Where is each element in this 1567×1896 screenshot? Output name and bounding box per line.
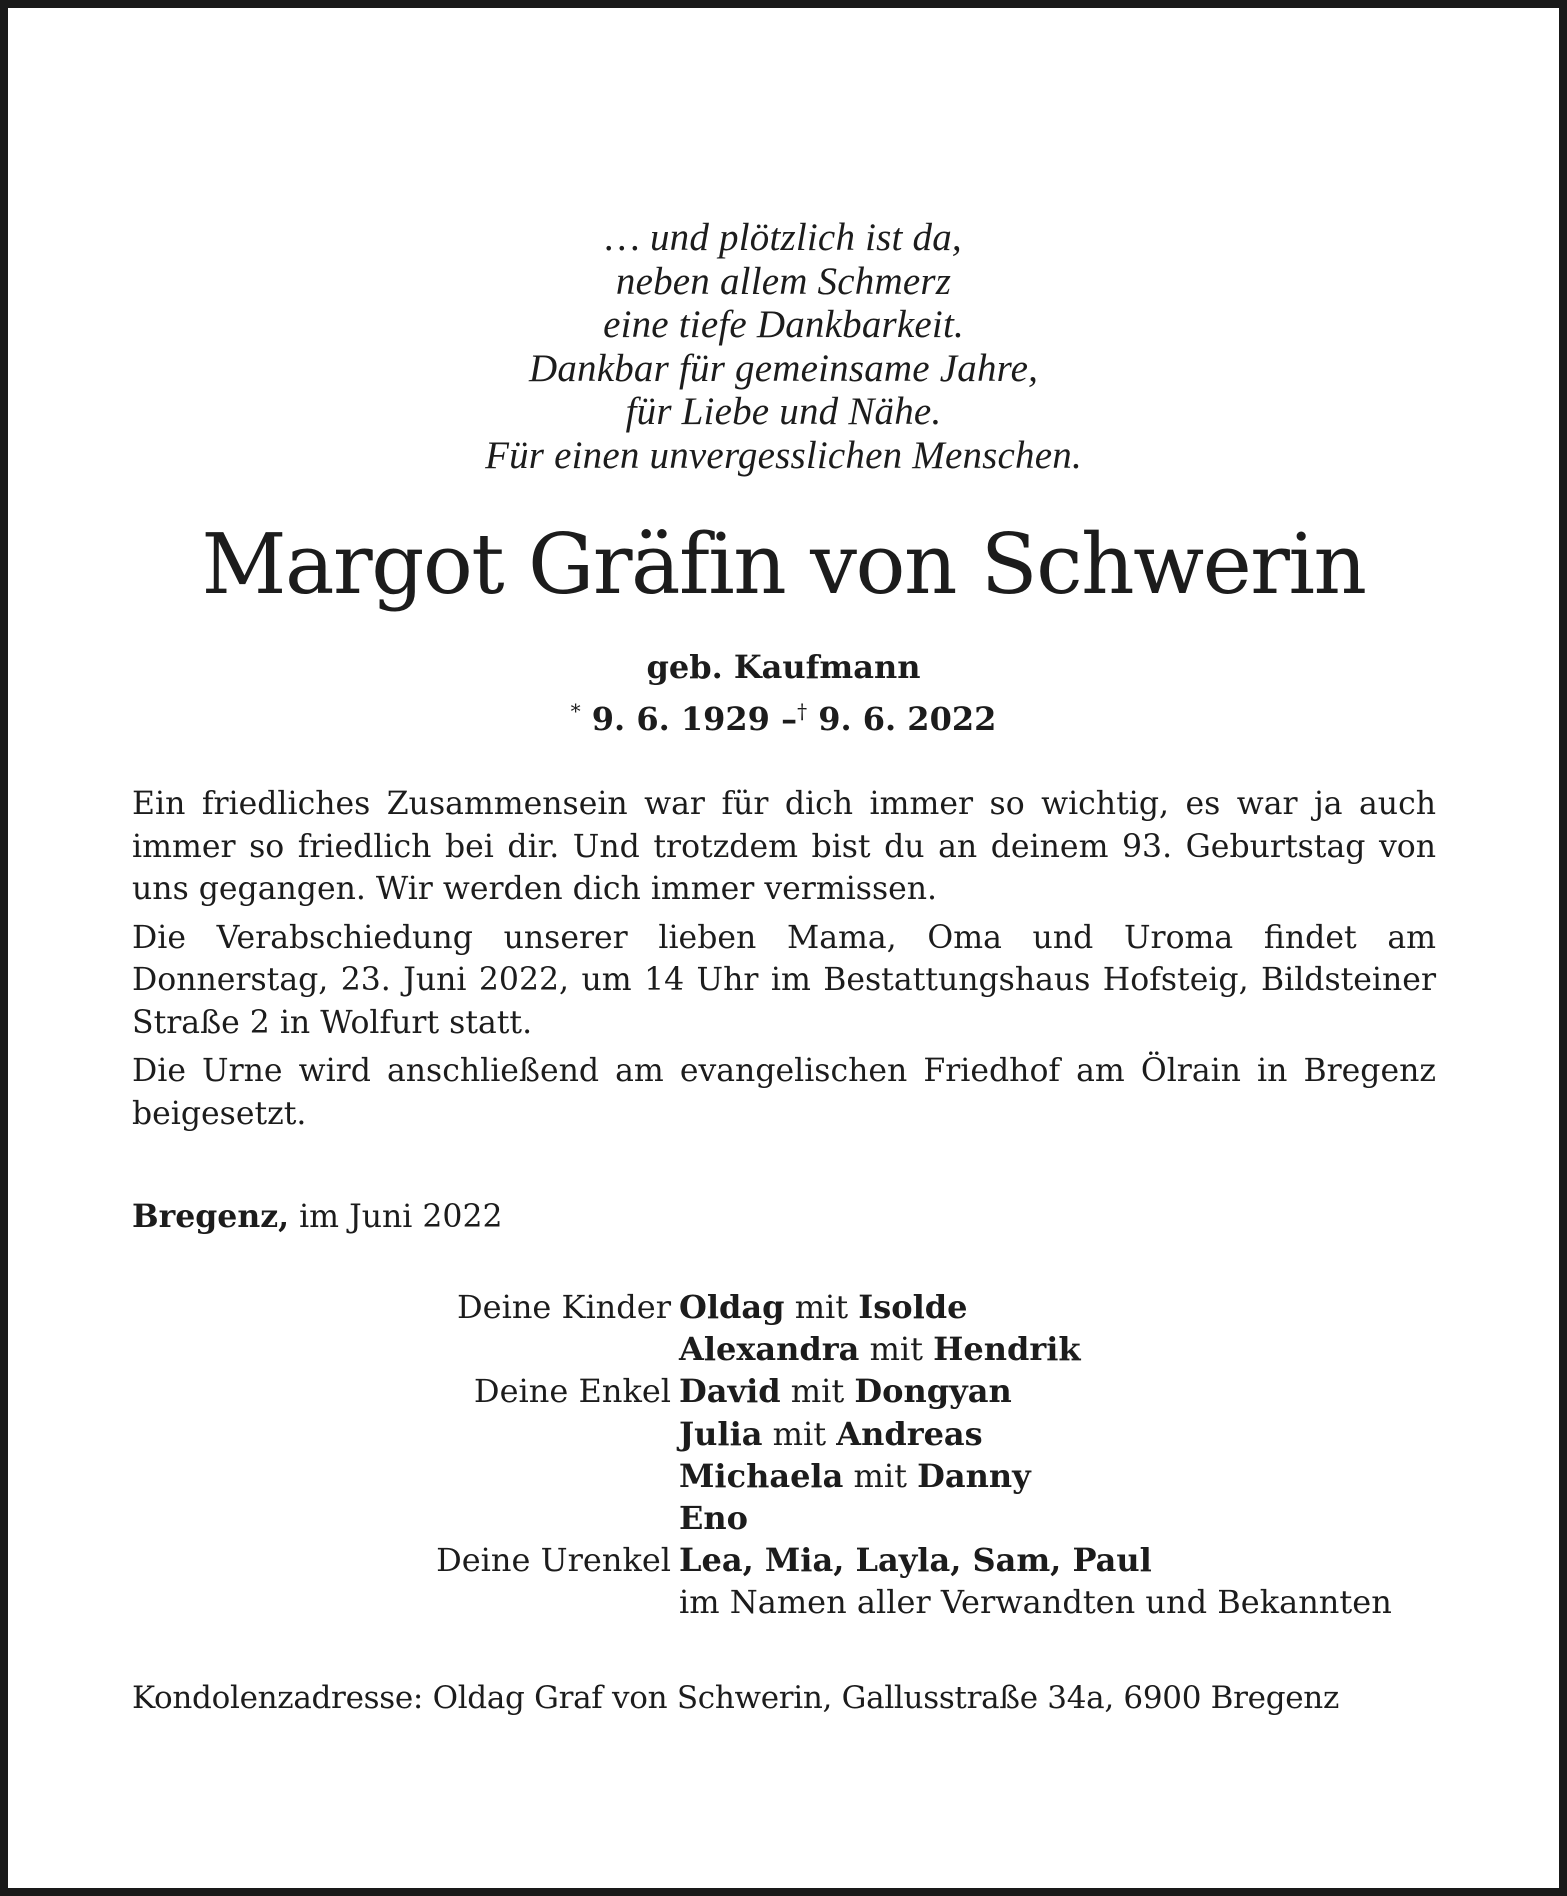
poem [8,216,1559,477]
connector: mit [853,1456,907,1495]
poem-line: Für einen unvergesslichen Menschen. [485,433,1082,477]
person-name: Julia [679,1414,763,1453]
paragraph: Die Verabschiedung unserer lieben Mama, Oma und Uroma findet am Donnerstag, 23. Juni 2022, um 14 Uhr im Bestattungshaus Hofsteig, Bildsteiner Straße 2 in Wolfurt statt. [132,919,1436,1041]
family-list [8,1286,1559,1624]
connector: mit [790,1372,845,1411]
place-city: Bregenz, [132,1198,290,1235]
poem-line: Dankbar für gemeinsame Jahre, [528,346,1039,390]
poem-line: neben allem Schmerz [615,259,952,303]
family-label: Deine Enkel [473,1372,671,1411]
condolence-address: Kondolenzadresse: Oldag Graf von Schwerin, Gallusstraße 34a, 6900 Bregenz [132,1680,1340,1716]
person-name: Eno [679,1498,748,1537]
person-name: Hendrik [933,1330,1081,1369]
person-name: Dongyan [854,1372,1012,1411]
connector: mit [869,1330,923,1369]
family-row [8,1581,1559,1623]
paragraph: Die Urne wird anschließend am evangelischen Friedhof am Ölrain in Bregenz beigesetzt. [132,1053,1436,1132]
person-name: Andreas [836,1414,983,1453]
family-label: Deine Urenkel [436,1541,671,1580]
person-name: Lea, Mia, Layla, Sam, Paul [679,1541,1152,1580]
family-row [8,1328,1559,1370]
death-date: 9. 6. 2022 [818,700,997,738]
person-name: David [679,1372,781,1411]
family-names [679,1370,1012,1412]
family-names [679,1413,983,1455]
deceased-name: Margot Gräfin von Schwerin [201,516,1366,613]
birth-date: 9. 6. 1929 [591,700,770,738]
family-row [8,1370,1559,1412]
family-names [679,1328,1081,1370]
family-names [679,1497,748,1539]
connector: mit [794,1288,849,1326]
family-row [8,1539,1559,1581]
person-name: Oldag [679,1288,785,1326]
paragraph: Ein friedliches Zusammensein war für dich immer so wichtig, es war ja auch immer so friedlich bei dir. Und trotzdem bist du an deinem 93. Geburtstag von uns gegangen. Wir werden dich immer vermissen. [132,786,1436,907]
family-row [8,1455,1559,1497]
place-date-line [132,1196,503,1238]
closing-line: im Namen aller Verwandten und Bekannten [679,1583,1392,1622]
poem-line: eine tiefe Dankbarkeit. [603,303,964,346]
person-name: Alexandra [679,1330,860,1369]
life-dates [8,689,1559,741]
obituary-text [132,783,1436,1141]
family-names [679,1286,968,1328]
death-symbol: † [797,699,808,723]
family-names [679,1455,1031,1497]
family-row [8,1497,1559,1539]
person-name: Danny [917,1456,1031,1495]
birth-symbol: * [570,699,581,723]
connector: mit [772,1414,827,1453]
person-name: Michaela [679,1456,844,1495]
family-label: Deine Kinder [456,1288,671,1326]
place-date: im Juni 2022 [299,1199,503,1235]
birth-name: geb. Kaufmann [646,648,921,686]
family-row [8,1286,1559,1328]
family-names [679,1539,1152,1581]
family-row [8,1413,1559,1455]
poem-line: … und plötzlich ist da, [605,216,962,259]
poem-line: für Liebe und Nähe. [625,390,942,433]
person-name: Isolde [858,1288,968,1326]
date-separator: – [781,700,798,738]
